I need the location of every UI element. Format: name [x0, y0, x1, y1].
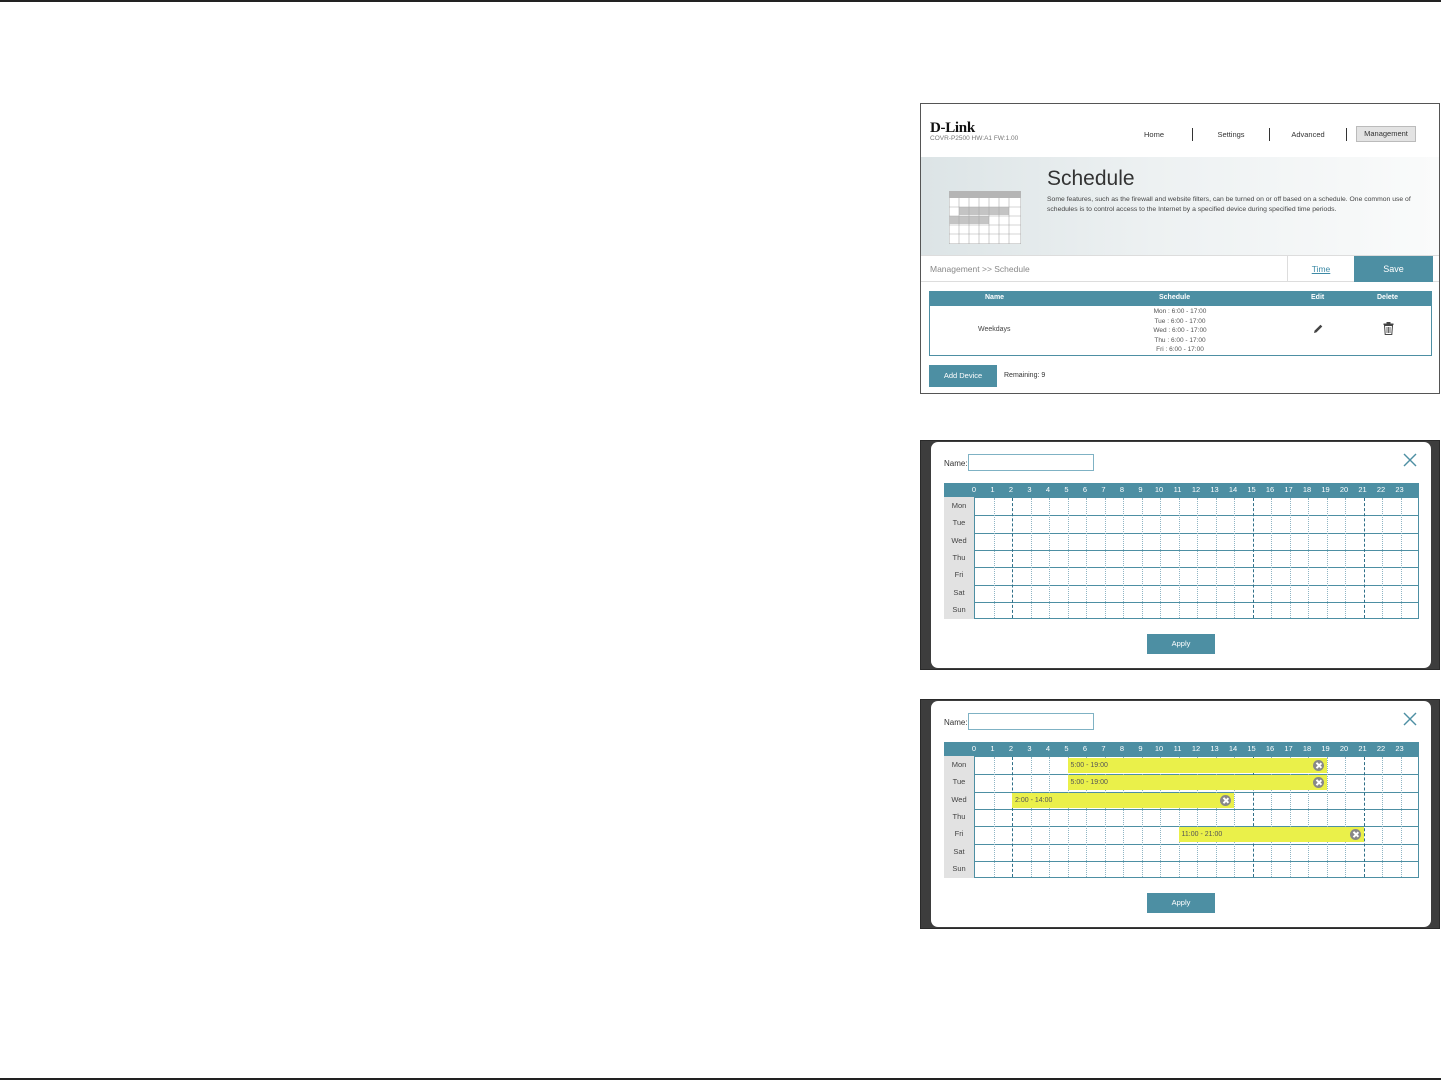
schedule-line: Fri : 6:00 - 17:00	[1156, 346, 1204, 354]
nav-settings[interactable]: Settings	[1217, 129, 1245, 139]
remove-block-icon[interactable]	[1220, 795, 1231, 806]
hour-label: 2	[1008, 744, 1014, 753]
col-edit: Edit	[1311, 294, 1325, 301]
hour-divider	[1364, 757, 1365, 877]
hour-label: 3	[1027, 485, 1032, 494]
schedule-name: Weekdays	[978, 326, 1011, 333]
time-link[interactable]: Time	[1287, 256, 1354, 282]
hour-divider	[1123, 498, 1124, 618]
nav-advanced[interactable]: Advanced	[1291, 129, 1325, 139]
close-icon[interactable]	[1402, 452, 1418, 468]
hour-label: 18	[1302, 485, 1312, 494]
day-label: Thu	[952, 552, 966, 562]
remove-block-icon[interactable]	[1350, 829, 1361, 840]
dlink-logo: D-Link	[930, 120, 975, 136]
day-label: Tue	[952, 777, 966, 787]
hour-label: 23	[1395, 485, 1404, 494]
day-label: Fri	[954, 829, 964, 839]
bottom-rule	[0, 1078, 1441, 1080]
hour-label: 16	[1265, 744, 1275, 753]
schedule-grid[interactable]	[944, 742, 1419, 878]
schedule-times	[1125, 307, 1235, 355]
hour-divider	[1012, 498, 1013, 618]
close-icon[interactable]	[1402, 711, 1418, 727]
hour-divider	[1197, 498, 1198, 618]
hour-label: 17	[1284, 485, 1293, 494]
day-label: Sun	[952, 863, 966, 873]
apply-button[interactable]: Apply	[1147, 634, 1215, 654]
hour-divider	[1179, 498, 1180, 618]
breadcrumb: Management >> Schedule	[930, 264, 1030, 274]
schedule-block-wed[interactable]	[1012, 793, 1234, 808]
schedule-block-mon[interactable]	[1068, 758, 1327, 773]
schedule-block-fri[interactable]	[1179, 827, 1364, 842]
hour-header	[944, 742, 1419, 756]
schedule-block-tue[interactable]	[1068, 775, 1327, 790]
schedule-page-screenshot	[920, 103, 1440, 394]
hour-label: 22	[1376, 744, 1386, 753]
hour-label: 9	[1138, 744, 1143, 753]
hour-divider	[1345, 757, 1346, 877]
hour-divider	[1049, 498, 1050, 618]
hour-label: 21	[1358, 744, 1367, 753]
schedule-grid[interactable]	[944, 483, 1419, 619]
day-column	[944, 497, 974, 619]
add-device-button[interactable]: Add Device	[929, 365, 997, 387]
hour-label: 4	[1045, 485, 1051, 494]
hour-divider	[1012, 757, 1013, 877]
hour-divider	[1160, 498, 1161, 618]
breadcrumb-bar	[921, 255, 1439, 282]
schedule-block-label: 5:00 - 19:00	[1070, 779, 1108, 787]
hour-label: 3	[1027, 744, 1032, 753]
apply-button[interactable]: Apply	[1147, 893, 1215, 913]
page-title: Schedule	[1047, 167, 1135, 190]
hour-divider	[1142, 498, 1143, 618]
schedule-line: Tue : 6:00 - 17:00	[1154, 317, 1206, 325]
col-delete: Delete	[1377, 294, 1399, 301]
day-label: Wed	[951, 794, 967, 804]
hour-label: 1	[990, 485, 995, 494]
hour-divider	[1253, 498, 1254, 618]
hour-label: 0	[971, 485, 977, 494]
day-label: Wed	[951, 535, 967, 545]
empty-schedule-modal-screenshot	[920, 440, 1440, 670]
hour-label: 12	[1191, 485, 1201, 494]
hour-label: 11	[1173, 744, 1182, 753]
hour-header	[944, 483, 1419, 497]
day-label: Fri	[954, 570, 964, 580]
hour-label: 18	[1302, 744, 1312, 753]
hour-label: 6	[1082, 485, 1088, 494]
hour-label: 22	[1376, 485, 1386, 494]
day-label: Thu	[952, 811, 966, 821]
hour-label: 1	[990, 744, 995, 753]
hour-label: 5	[1064, 744, 1069, 753]
hour-label: 16	[1265, 485, 1275, 494]
hour-divider	[1234, 498, 1235, 618]
hour-label: 15	[1247, 744, 1256, 753]
hour-label: 20	[1339, 744, 1349, 753]
hour-label: 10	[1154, 744, 1164, 753]
name-input[interactable]	[968, 713, 1094, 730]
hour-label: 7	[1101, 485, 1106, 494]
table-header	[930, 292, 1431, 306]
day-label: Mon	[951, 501, 967, 510]
hour-label: 19	[1321, 485, 1330, 494]
day-label: Mon	[951, 760, 967, 769]
filled-schedule-modal-screenshot	[920, 699, 1440, 929]
hero-banner	[921, 157, 1439, 255]
hour-label: 8	[1119, 485, 1125, 494]
schedule-line: Wed : 6:00 - 17:00	[1153, 327, 1207, 335]
hour-label: 2	[1008, 485, 1014, 494]
hour-divider	[1105, 498, 1106, 618]
hour-label: 9	[1138, 485, 1143, 494]
remove-block-icon[interactable]	[1313, 777, 1324, 788]
day-label: Sun	[952, 604, 966, 614]
hour-divider	[1382, 498, 1383, 618]
schedule-block-label: 2:00 - 14:00	[1015, 796, 1053, 804]
model-info: COVR-P2500 HW:A1 FW:1.00	[930, 135, 1019, 142]
day-column	[944, 756, 974, 878]
hour-divider	[1271, 498, 1272, 618]
col-schedule: Schedule	[1159, 294, 1191, 301]
nav-home[interactable]: Home	[1143, 129, 1164, 139]
hour-divider	[1327, 498, 1328, 618]
pencil-icon[interactable]	[1312, 323, 1324, 335]
hour-label: 15	[1247, 485, 1256, 494]
hour-label: 5	[1064, 485, 1069, 494]
hour-label: 8	[1119, 744, 1125, 753]
trash-icon[interactable]	[1383, 322, 1394, 335]
hour-divider	[1031, 757, 1032, 877]
hour-divider	[1327, 757, 1328, 877]
hour-divider	[1086, 498, 1087, 618]
hour-divider	[1031, 498, 1032, 618]
hour-label: 19	[1321, 744, 1330, 753]
hour-label: 23	[1395, 744, 1404, 753]
hour-divider	[1364, 498, 1365, 618]
hour-divider	[1068, 498, 1069, 618]
hour-label: 17	[1284, 744, 1293, 753]
nav-management[interactable]: Management	[1356, 126, 1416, 142]
day-label: Tue	[952, 518, 966, 528]
hour-label: 10	[1154, 485, 1164, 494]
calendar-icon	[949, 191, 1021, 244]
schedule-line: Mon : 6:00 - 17:00	[1153, 308, 1207, 315]
grid-cells[interactable]	[974, 497, 1419, 619]
hour-label: 13	[1210, 485, 1219, 494]
name-label: Name:	[944, 718, 968, 727]
hour-label: 12	[1191, 744, 1201, 753]
hour-label: 4	[1045, 744, 1051, 753]
grid-cells[interactable]	[974, 756, 1419, 878]
table-row	[930, 306, 1431, 355]
hour-label: 13	[1210, 744, 1219, 753]
hour-label: 0	[971, 744, 977, 753]
schedule-modal	[931, 701, 1431, 927]
schedule-block-label: 11:00 - 21:00	[1181, 831, 1223, 839]
schedule-block-label: 5:00 - 19:00	[1070, 762, 1108, 769]
top-rule	[0, 0, 1441, 2]
page-description: Some features, such as the firewall and website filters, can be turned on or off based on a schedule. One common use of schedules is to control access to the Internet by a specified device during specified time periods.	[1047, 196, 1411, 213]
remaining-count: Remaining: 9	[1004, 372, 1046, 379]
hour-label: 14	[1228, 485, 1238, 494]
name-label: Name:	[944, 459, 968, 468]
hour-label: 6	[1082, 744, 1088, 753]
schedule-line: Thu : 6:00 - 17:00	[1154, 336, 1206, 344]
hour-label: 11	[1173, 485, 1182, 494]
hour-divider	[994, 757, 995, 877]
hour-divider	[1401, 757, 1402, 877]
hour-label: 14	[1228, 744, 1238, 753]
day-label: Sat	[953, 846, 965, 856]
top-nav	[1116, 126, 1416, 142]
col-name: Name	[985, 294, 1005, 301]
hour-divider	[1401, 498, 1402, 618]
schedule-modal	[931, 442, 1431, 668]
hour-divider	[1308, 498, 1309, 618]
nav-separator	[1346, 128, 1347, 141]
hour-label: 7	[1101, 744, 1106, 753]
hour-divider	[1290, 498, 1291, 618]
remove-block-icon[interactable]	[1313, 760, 1324, 771]
day-label: Sat	[953, 587, 965, 597]
hour-divider	[1049, 757, 1050, 877]
name-input[interactable]	[968, 454, 1094, 471]
hour-divider	[1216, 498, 1217, 618]
hour-label: 21	[1358, 485, 1367, 494]
hour-label: 20	[1339, 485, 1349, 494]
hour-divider	[1382, 757, 1383, 877]
hour-divider	[994, 498, 995, 618]
hour-divider	[1345, 498, 1346, 618]
save-button[interactable]: Save	[1354, 256, 1433, 282]
schedule-table	[929, 291, 1432, 356]
